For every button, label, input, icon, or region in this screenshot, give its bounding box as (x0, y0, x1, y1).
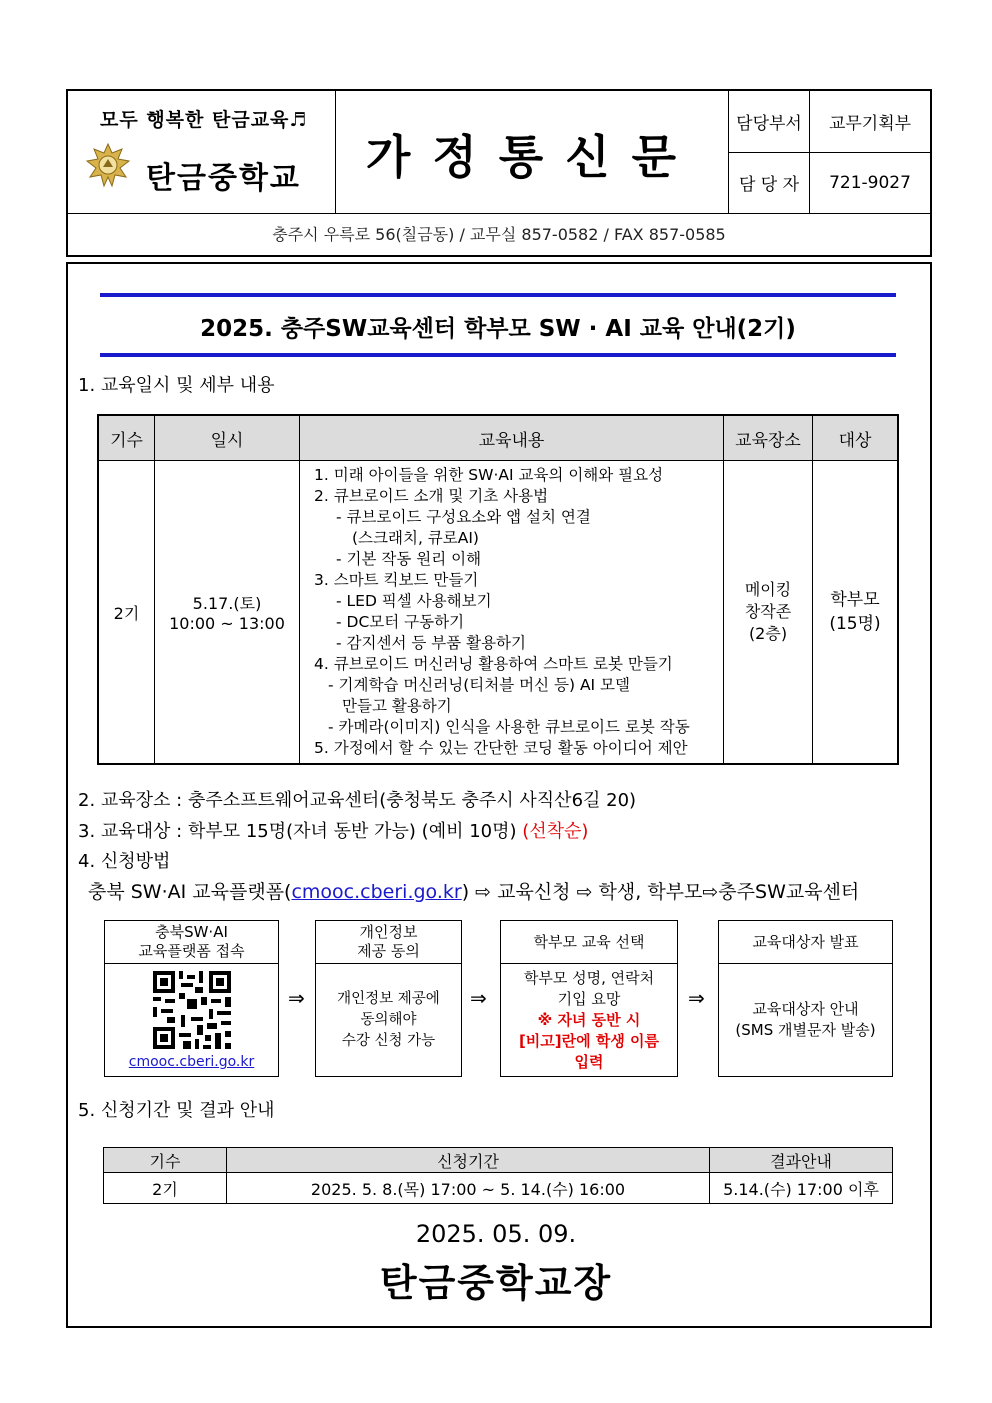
step2-body (316, 964, 461, 1076)
content-line: - LED 픽셀 사용해보기 (336, 592, 492, 610)
issue-date: 2025. 05. 09. (415, 1220, 577, 1248)
step3-note-line: ※ 자녀 동반 시 (537, 1010, 641, 1029)
step4-title: 교육대상자 발표 (719, 921, 892, 964)
result-header-row (104, 1148, 893, 1173)
target-line: 학부모 (830, 590, 880, 610)
step3-title: 학부모 교육 선택 (501, 921, 677, 964)
step2-box (315, 920, 462, 1077)
school-slogan: 모두 행복한 탄금교육♬ (100, 109, 308, 131)
content-line: 3. 스마트 킥보드 만들기 (314, 571, 479, 589)
step2-body-line: 수강 신청 가능 (341, 1032, 436, 1049)
step1-title-line: 충북SW·AI (155, 923, 228, 941)
school-name: 탄금중학교 (146, 161, 301, 196)
cell-result: 5.14.(수) 17:00 이후 (710, 1173, 893, 1204)
step4-box (718, 920, 893, 1077)
col-result: 결과안내 (710, 1148, 893, 1173)
cell-datetime (155, 461, 300, 765)
flow-arrow-1: ⇒ (288, 986, 305, 1010)
col-term: 기수 (98, 415, 155, 461)
principal-signature: 탄금중학교장 (379, 1261, 613, 1305)
content-line: - 기본 작동 원리 이해 (336, 550, 482, 568)
page-title: 가정통신문 (365, 130, 699, 184)
target-line: (15명) (829, 614, 881, 634)
school-address: 충주시 우륵로 56(칠금동) / 교무실 857-0582 / FAX 857-0585 (272, 225, 726, 244)
section5-heading: 5. 신청기간 및 결과 안내 (78, 1100, 275, 1121)
step3-box (500, 920, 678, 1077)
step3-note-line: 입력 (574, 1052, 604, 1071)
header-top (68, 91, 930, 214)
cell-time: 10:00 ~ 13:00 (169, 614, 285, 633)
school-emblem-icon (84, 141, 132, 189)
col-term: 기수 (104, 1148, 227, 1173)
step3-body (501, 964, 677, 1076)
person-label: 담 당 자 (729, 152, 810, 213)
step1-box (104, 920, 279, 1077)
letter-header (66, 89, 932, 257)
title-rule-bottom (100, 353, 896, 357)
step2-body-line: 개인정보 제공에 (337, 990, 440, 1007)
step4-body-line: 교육대상자 안내 (752, 1000, 859, 1018)
step3-body-line: 학부모 성명, 연락처 (523, 968, 655, 987)
apply-path-prefix: 충북 SW·AI 교육플랫폼( (88, 881, 292, 903)
cell-period: 2025. 5. 8.(목) 17:00 ~ 5. 14.(수) 16:00 (227, 1173, 710, 1204)
step2-title-line: 개인정보 (359, 923, 418, 941)
content-line: 1. 미래 아이들을 위한 SW·AI 교육의 이해와 필요성 (314, 466, 664, 484)
table-row (98, 461, 898, 765)
content-line: 4. 큐브로이드 머신러닝 활용하여 스마트 로봇 만들기 (314, 655, 673, 673)
cell-target (813, 461, 899, 765)
place-line: (2층) (748, 624, 788, 643)
step1-title (105, 921, 278, 964)
cell-content (300, 461, 724, 765)
content-line: - 기계학습 머신러닝(티처블 머신 등) AI 모델 (328, 676, 630, 694)
dept-value: 교무기획부 (810, 91, 931, 152)
content-line: - 카메라(이미지) 인식을 사용한 큐브로이드 로봇 작동 (328, 718, 690, 736)
place-line: 창작존 (744, 602, 792, 621)
platform-link[interactable]: cmooc.cberi.go.kr (291, 881, 462, 903)
content-line: - DC모터 구동하기 (336, 613, 465, 631)
step3-body-line: 기입 요망 (557, 989, 621, 1008)
step2-title (316, 921, 461, 964)
section3-main: 3. 교육대상 : 학부모 15명(자녀 동반 가능) (예비 10명) (78, 821, 523, 842)
step4-body-line: (SMS 개별문자 발송) (735, 1021, 876, 1039)
section3-text (78, 817, 588, 843)
col-place: 교육장소 (724, 415, 813, 461)
qr-link[interactable]: cmooc.cberi.go.kr (128, 1054, 255, 1070)
section1-heading: 1. 교육일시 및 세부 내용 (78, 375, 275, 396)
content-line: - 감지센서 등 부품 활용하기 (336, 634, 527, 652)
flow-arrow-2: ⇒ (470, 986, 487, 1010)
content-line: - 큐브로이드 구성요소와 앱 설치 연결 (336, 508, 591, 526)
cell-place (724, 461, 813, 765)
schedule-table (97, 414, 899, 765)
flow-arrow-3: ⇒ (688, 986, 705, 1010)
apply-path (88, 877, 859, 904)
result-table (103, 1147, 893, 1204)
cell-term: 2기 (98, 461, 155, 765)
person-value: 721-9027 (810, 152, 931, 213)
schedule-header-row (98, 415, 898, 461)
contact-info-table (729, 91, 930, 213)
step3-note-line: [비고]란에 학생 이름 (518, 1031, 660, 1050)
content-line: (스크래치, 큐로AI) (352, 529, 479, 547)
qr-code-icon[interactable] (151, 969, 233, 1051)
step2-body-line: 동의해야 (360, 1011, 417, 1028)
title-rule-top (100, 293, 896, 297)
section4-heading: 4. 신청방법 (78, 851, 171, 872)
content-line: 5. 가정에서 할 수 있는 간단한 코딩 활동 아이디어 제안 (314, 739, 688, 757)
dept-label: 담당부서 (729, 91, 810, 152)
content-line: 2. 큐브로이드 소개 및 기초 사용법 (314, 487, 549, 505)
first-come-badge: (선착순) (522, 821, 589, 842)
place-line: 메이킹 (744, 580, 792, 599)
apply-path-suffix: ) ⇨ 교육신청 ⇨ 학생, 학부모⇨충주SW교육센터 (461, 881, 860, 903)
cell-term: 2기 (104, 1173, 227, 1204)
document-title: 2025. 충주SW교육센터 학부모 SW · AI 교육 안내(2기) (200, 316, 796, 342)
col-period: 신청기간 (227, 1148, 710, 1173)
step4-body (719, 964, 892, 1076)
step1-title-line: 교육플랫폼 접속 (138, 942, 245, 960)
table-row (104, 1173, 893, 1204)
col-datetime: 일시 (155, 415, 300, 461)
title-box (335, 91, 729, 213)
content-line: 만들고 활용하기 (342, 697, 452, 715)
col-target: 대상 (813, 415, 899, 461)
cell-date: 5.17.(토) (192, 594, 262, 613)
step2-title-line: 제공 동의 (357, 942, 420, 960)
col-content: 교육내용 (300, 415, 724, 461)
section2-text: 2. 교육장소 : 충주소프트웨어교육센터(충청북도 충주시 사직산6길 20) (78, 790, 637, 811)
